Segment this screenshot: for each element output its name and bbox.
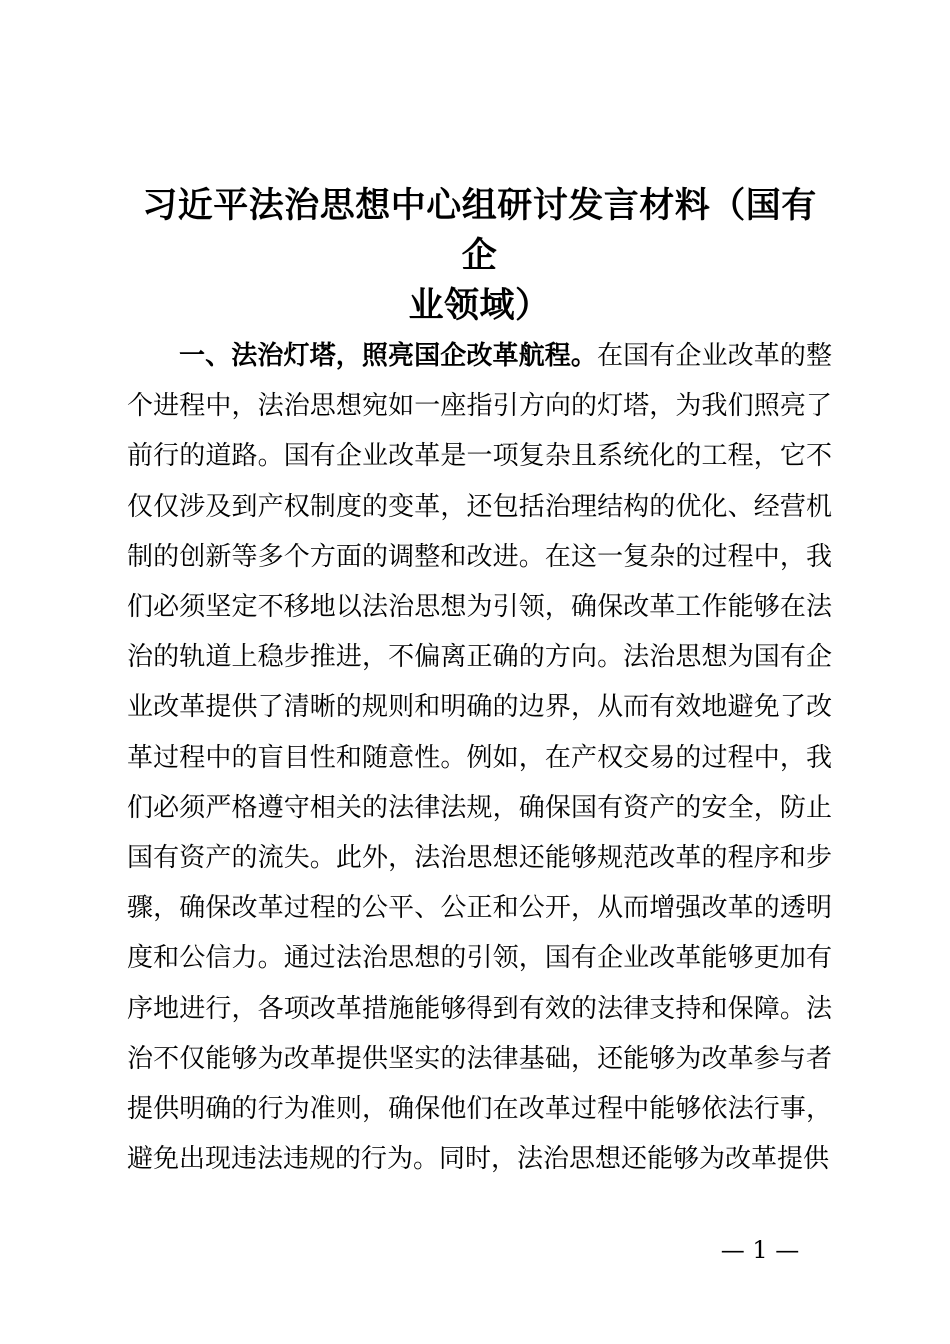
title-line-1: 习近平法治思想中心组研讨发言材料（国有企 xyxy=(142,186,817,276)
section-1-body: 在国有企业改革的整个进程中，法治思想宛如一座指引方向的灯塔，为我们照亮了前行的道路。国有企业改革是一项复杂且系统化的工程，它不仅仅涉及到产权制度的变革，还包括治理结构的优化、经营机制的创新等多个方面的调整和改进。在这一复杂的过程中，我们必须坚定不移地以法治思想为引领，确保改革工作能够在法治的轨道上稳步推进，不偏离正确的方向。法治思想为国有企业改革提供了清晰的规则和明确的边界，从而有效地避免了改革过程中的盲目性和随意性。例如，在产权交易的过程中，我们必须严格遵守相关的法律法规，确保国有资产的安全，防止国有资产的流失。此外，法治思想还能够规范改革的程序和步骤，确保改革过程的公平、公正和公开，从而增强改革的透明度和公信力。通过法治思想的引领，国有企业改革能够更加有序地进行，各项改革措施能够得到有效的法律支持和保障。法治不仅能够为改革提供坚实的法律基础，还能够为改革参与者提供明确的行为准则，确保他们在改革过程中能够依法行事，避免出现违法违规的行为。同时，法治思想还能够为改革提供 xyxy=(127,341,832,1175)
document-title xyxy=(127,181,832,331)
title-line-2: 业领域） xyxy=(408,286,551,326)
section-1-paragraph xyxy=(127,331,832,1184)
section-1-heading: 一、法治灯塔，照亮国企改革航程。 xyxy=(179,341,597,371)
page-number: — 1 — xyxy=(720,1236,800,1264)
